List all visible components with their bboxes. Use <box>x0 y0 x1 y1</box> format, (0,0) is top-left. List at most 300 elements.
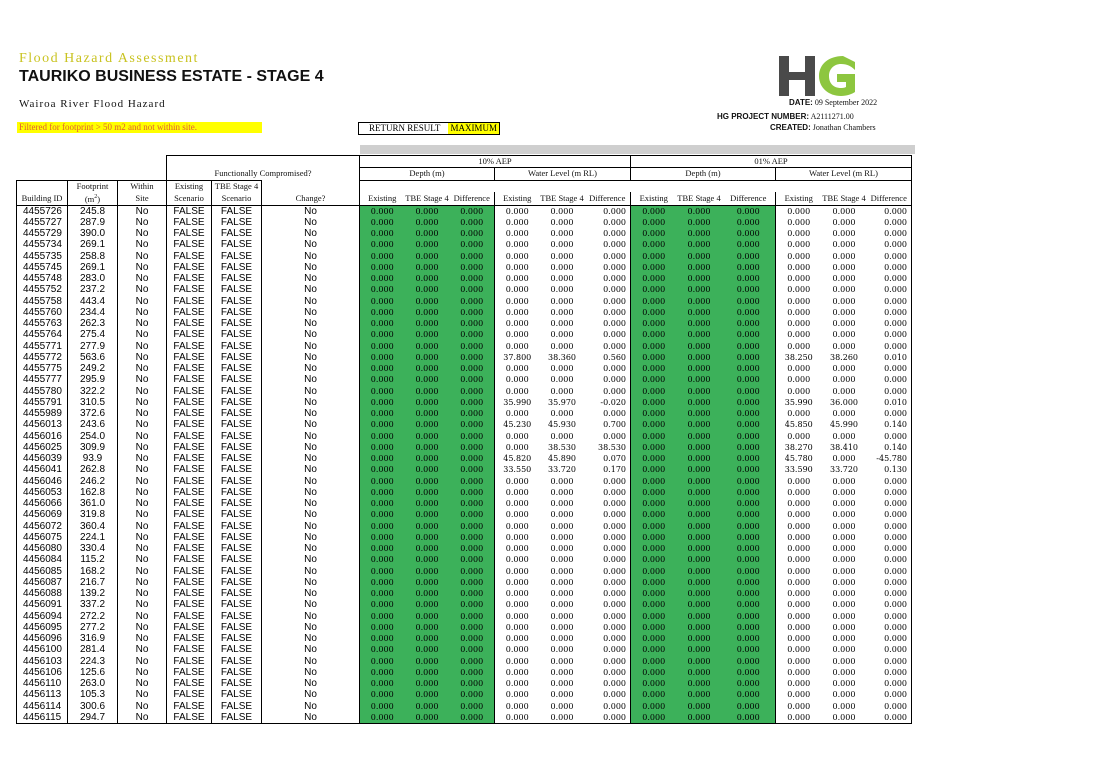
table-cell: 0.000 <box>722 262 776 273</box>
table-cell: 0.000 <box>677 273 722 284</box>
table-row <box>17 397 912 408</box>
table-cell: No <box>262 622 360 633</box>
table-cell: FALSE <box>167 633 212 644</box>
table-cell: 0.000 <box>722 678 776 689</box>
table-row <box>17 554 912 565</box>
table-cell: 4456016 <box>17 431 68 442</box>
table-cell: 0.000 <box>677 419 722 430</box>
table-cell: 0.000 <box>360 284 405 295</box>
table-cell: 0.000 <box>450 532 495 543</box>
table-cell: 0.000 <box>360 363 405 374</box>
table-cell: 0.000 <box>677 487 722 498</box>
table-cell: 0.000 <box>677 397 722 408</box>
table-cell: 0.000 <box>495 228 540 239</box>
table-cell: 0.000 <box>495 543 540 554</box>
table-cell: 0.000 <box>631 588 677 599</box>
table-cell: 0.000 <box>867 408 912 419</box>
table-cell: 0.000 <box>405 543 450 554</box>
table-cell: 0.000 <box>603 679 626 689</box>
table-cell: 0.000 <box>550 701 574 711</box>
table-cell: 4456072 <box>17 521 68 532</box>
table-cell: 0.000 <box>550 600 574 610</box>
date-value: 09 September 2022 <box>814 98 878 107</box>
table-cell: 0.000 <box>867 374 912 385</box>
table-cell: 0.000 <box>360 228 405 239</box>
table-cell: FALSE <box>167 352 212 363</box>
table-cell: FALSE <box>167 329 212 340</box>
table-cell: 0.000 <box>631 633 677 644</box>
table-cell: 0.000 <box>832 319 856 329</box>
table-cell: No <box>118 273 167 284</box>
table-cell: 0.000 <box>776 577 822 588</box>
table-cell: 4455748 <box>17 273 68 284</box>
table-cell: 0.000 <box>832 566 856 576</box>
table-cell: 0.000 <box>495 307 540 318</box>
table-cell: 0.000 <box>360 498 405 509</box>
col-existing: Existing <box>776 192 822 205</box>
aep10-header: 10% AEP <box>360 156 631 168</box>
table-cell: FALSE <box>167 464 212 475</box>
table-cell: 4456066 <box>17 498 68 509</box>
table-cell: 0.000 <box>631 599 677 610</box>
table-cell: No <box>262 307 360 318</box>
table-cell: No <box>118 701 167 712</box>
wl-10-header: Water Level (m RL) <box>495 168 631 180</box>
depth-01-header: Depth (m) <box>631 168 776 180</box>
table-cell: 0.000 <box>631 566 677 577</box>
table-cell: 0.000 <box>867 476 912 487</box>
table-cell: No <box>118 431 167 442</box>
table-cell: 4455763 <box>17 318 68 329</box>
table-cell: 0.000 <box>776 588 822 599</box>
table-cell: No <box>262 408 360 419</box>
table-cell: 0.000 <box>405 712 450 724</box>
table-cell: 4455771 <box>17 341 68 352</box>
table-cell: No <box>262 543 360 554</box>
tbe-scenario-header-2: Scenario <box>212 192 262 205</box>
table-cell: 0.000 <box>832 476 856 486</box>
table-cell: 0.000 <box>450 239 495 250</box>
table-cell: No <box>118 352 167 363</box>
table-cell: 0.000 <box>405 532 450 543</box>
table-cell: No <box>262 374 360 385</box>
table-cell: 0.000 <box>450 273 495 284</box>
table-cell: 0.000 <box>722 374 776 385</box>
table-cell: 234.4 <box>68 307 118 318</box>
table-cell: 93.9 <box>68 453 118 464</box>
table-cell: 0.000 <box>722 397 776 408</box>
table-cell: 35.990 <box>776 397 822 408</box>
table-cell: 0.000 <box>450 644 495 655</box>
table-cell: No <box>262 431 360 442</box>
table-cell: 0.000 <box>867 296 912 307</box>
table-cell: 0.000 <box>776 262 822 273</box>
table-cell: FALSE <box>167 644 212 655</box>
table-cell: FALSE <box>212 307 262 318</box>
table-cell: 0.000 <box>360 352 405 363</box>
table-cell: 0.000 <box>677 251 722 262</box>
table-cell: 0.000 <box>776 329 822 340</box>
table-cell: No <box>118 217 167 228</box>
table-cell: 45.990 <box>830 420 858 430</box>
table-row <box>17 588 912 599</box>
table-cell: 0.000 <box>776 701 822 712</box>
table-cell: 0.000 <box>722 566 776 577</box>
table-row <box>17 408 912 419</box>
table-cell: 0.000 <box>867 251 912 262</box>
table-cell: 0.000 <box>495 633 540 644</box>
table-cell: FALSE <box>167 543 212 554</box>
table-cell: FALSE <box>212 476 262 487</box>
table-cell: 310.5 <box>68 397 118 408</box>
table-cell: FALSE <box>212 374 262 385</box>
table-cell: FALSE <box>167 622 212 633</box>
table-row <box>17 228 912 239</box>
table-row <box>17 419 912 430</box>
table-cell: No <box>262 487 360 498</box>
table-cell: 269.1 <box>68 239 118 250</box>
table-cell: 0.000 <box>360 408 405 419</box>
table-cell: 0.000 <box>550 386 574 396</box>
table-cell: 0.000 <box>631 239 677 250</box>
table-row <box>17 509 912 520</box>
table-cell: 0.000 <box>867 678 912 689</box>
table-row <box>17 577 912 588</box>
table-cell: FALSE <box>167 689 212 700</box>
table-cell: 0.000 <box>722 487 776 498</box>
table-cell: 0.000 <box>722 329 776 340</box>
table-cell: 0.000 <box>550 532 574 542</box>
table-cell: 4456085 <box>17 566 68 577</box>
table-cell: 390.0 <box>68 228 118 239</box>
table-cell: 0.000 <box>360 701 405 712</box>
table-cell: 0.000 <box>832 431 856 441</box>
table-cell: No <box>118 442 167 453</box>
table-cell: FALSE <box>167 521 212 532</box>
table-cell: FALSE <box>167 588 212 599</box>
footprint-header: Footprint <box>68 180 118 192</box>
table-row <box>17 712 912 724</box>
table-cell: FALSE <box>212 453 262 464</box>
table-cell: 0.000 <box>405 205 450 217</box>
table-cell: 0.000 <box>450 554 495 565</box>
table-cell: 0.000 <box>603 622 626 632</box>
table-cell: FALSE <box>212 611 262 622</box>
table-cell: FALSE <box>167 498 212 509</box>
table-cell: 0.000 <box>776 644 822 655</box>
table-cell: 0.000 <box>867 701 912 712</box>
table-cell: 0.000 <box>776 611 822 622</box>
table-cell: 0.000 <box>631 667 677 678</box>
table-cell: 33.720 <box>830 465 858 475</box>
table-cell: 0.000 <box>495 622 540 633</box>
table-cell: 0.000 <box>867 431 912 442</box>
table-row <box>17 656 912 667</box>
table-cell: 0.000 <box>722 464 776 475</box>
table-cell: No <box>262 318 360 329</box>
table-cell: 0.000 <box>360 577 405 588</box>
table-cell: 0.000 <box>360 622 405 633</box>
table-cell: 0.000 <box>722 284 776 295</box>
table-cell: No <box>118 205 167 217</box>
table-row <box>17 453 912 464</box>
table-cell: 38.360 <box>548 352 576 362</box>
table-cell: 0.000 <box>631 228 677 239</box>
table-cell: No <box>118 532 167 543</box>
table-cell: 0.000 <box>360 712 405 724</box>
table-cell: 0.000 <box>832 206 856 216</box>
table-cell: 0.000 <box>405 577 450 588</box>
table-cell: 0.000 <box>677 386 722 397</box>
table-cell: 0.000 <box>405 397 450 408</box>
table-cell: 0.000 <box>603 667 626 677</box>
table-cell: 0.000 <box>550 487 574 497</box>
table-row <box>17 363 912 374</box>
table-cell: FALSE <box>167 374 212 385</box>
table-cell: 0.000 <box>450 217 495 228</box>
table-cell: 0.000 <box>776 341 822 352</box>
table-cell: 0.000 <box>776 363 822 374</box>
table-cell: 224.3 <box>68 656 118 667</box>
table-cell: No <box>262 476 360 487</box>
table-cell: 0.000 <box>495 205 540 217</box>
table-cell: 0.140 <box>867 442 912 453</box>
table-row <box>17 352 912 363</box>
table-cell: 0.000 <box>776 498 822 509</box>
table-cell: 0.000 <box>776 273 822 284</box>
col-tbe: TBE Stage 4 <box>822 192 867 205</box>
table-cell: FALSE <box>167 678 212 689</box>
table-cell: No <box>262 363 360 374</box>
table-cell: 0.000 <box>776 205 822 217</box>
table-cell: 330.4 <box>68 543 118 554</box>
table-cell: 0.000 <box>405 554 450 565</box>
table-cell: 38.250 <box>776 352 822 363</box>
table-cell: 0.000 <box>550 240 574 250</box>
table-cell: 0.000 <box>867 217 912 228</box>
table-cell: FALSE <box>167 611 212 622</box>
table-cell: 4455777 <box>17 374 68 385</box>
table-cell: No <box>262 284 360 295</box>
table-cell: 0.000 <box>360 262 405 273</box>
table-cell: 0.000 <box>832 240 856 250</box>
table-cell: 277.2 <box>68 622 118 633</box>
table-cell: No <box>118 498 167 509</box>
table-cell: 4456100 <box>17 644 68 655</box>
table-cell: 0.000 <box>631 701 677 712</box>
table-cell: 0.000 <box>360 307 405 318</box>
table-cell: 0.000 <box>405 431 450 442</box>
table-cell: 4456096 <box>17 633 68 644</box>
table-cell: 0.000 <box>405 656 450 667</box>
table-cell: FALSE <box>212 667 262 678</box>
table-cell: 0.000 <box>832 262 856 272</box>
table-cell: 0.000 <box>722 419 776 430</box>
table-cell: 0.000 <box>631 341 677 352</box>
table-cell: 0.000 <box>722 408 776 419</box>
table-cell: 0.000 <box>677 712 722 724</box>
table-cell: 0.000 <box>776 431 822 442</box>
table-cell: 33.590 <box>776 464 822 475</box>
table-cell: 0.000 <box>495 667 540 678</box>
table-cell: No <box>262 712 360 724</box>
table-cell: 0.000 <box>360 633 405 644</box>
table-cell: 0.000 <box>677 476 722 487</box>
table-cell: 263.0 <box>68 678 118 689</box>
table-cell: 0.000 <box>631 521 677 532</box>
table-cell: 0.000 <box>631 329 677 340</box>
return-result-value[interactable]: MAXIMUM <box>450 123 497 133</box>
table-cell: 0.000 <box>495 262 540 273</box>
table-cell: 0.000 <box>450 296 495 307</box>
table-cell: No <box>118 554 167 565</box>
table-cell: 287.9 <box>68 217 118 228</box>
depth-10-header: Depth (m) <box>360 168 495 180</box>
created-label: CREATED: <box>770 123 811 132</box>
table-cell: No <box>262 611 360 622</box>
table-cell: FALSE <box>212 442 262 453</box>
table-cell: No <box>262 701 360 712</box>
existing-scenario-header: Existing <box>167 180 212 192</box>
table-cell: 0.000 <box>776 318 822 329</box>
table-cell: 0.000 <box>495 599 540 610</box>
table-cell: 0.000 <box>405 498 450 509</box>
table-cell: 0.000 <box>867 644 912 655</box>
within-header: Within <box>118 180 167 192</box>
table-cell: FALSE <box>212 318 262 329</box>
return-result-box[interactable] <box>358 122 500 135</box>
table-cell: 0.000 <box>450 363 495 374</box>
table-cell: No <box>262 341 360 352</box>
table-cell: 4455735 <box>17 251 68 262</box>
table-cell: 0.000 <box>405 318 450 329</box>
table-cell: 0.000 <box>776 386 822 397</box>
table-cell: 0.000 <box>677 464 722 475</box>
table-cell: 0.000 <box>832 611 856 621</box>
table-cell: 0.000 <box>867 689 912 700</box>
table-cell: 0.000 <box>677 329 722 340</box>
table-cell: 0.000 <box>603 251 626 261</box>
table-cell: 0.000 <box>867 318 912 329</box>
table-cell: 0.000 <box>631 251 677 262</box>
table-cell: 0.000 <box>631 644 677 655</box>
table-cell: 0.000 <box>722 498 776 509</box>
table-cell: FALSE <box>212 205 262 217</box>
table-cell: 0.000 <box>677 689 722 700</box>
table-cell: 0.000 <box>450 228 495 239</box>
table-cell: No <box>118 464 167 475</box>
aep01-header: 01% AEP <box>631 156 912 168</box>
table-cell: 0.000 <box>722 341 776 352</box>
table-cell: 0.000 <box>360 464 405 475</box>
table-cell: FALSE <box>212 431 262 442</box>
table-cell: No <box>262 521 360 532</box>
table-cell: -0.020 <box>600 397 626 407</box>
table-cell: 0.000 <box>722 509 776 520</box>
table-cell: FALSE <box>167 667 212 678</box>
table-cell: 0.000 <box>405 622 450 633</box>
table-cell: 0.000 <box>360 341 405 352</box>
table-cell: 0.000 <box>677 374 722 385</box>
table-cell: FALSE <box>167 554 212 565</box>
table-cell: 0.000 <box>405 228 450 239</box>
table-cell: 0.000 <box>405 566 450 577</box>
table-cell: 0.000 <box>867 622 912 633</box>
table-cell: 0.000 <box>867 329 912 340</box>
table-cell: 0.000 <box>360 318 405 329</box>
table-cell: 36.000 <box>830 397 858 407</box>
table-cell: 0.000 <box>360 509 405 520</box>
table-cell: 0.000 <box>450 408 495 419</box>
table-cell: FALSE <box>212 701 262 712</box>
table-cell: 0.000 <box>495 509 540 520</box>
table-cell: 0.000 <box>360 644 405 655</box>
table-cell: 0.000 <box>405 701 450 712</box>
table-cell: FALSE <box>212 712 262 724</box>
table-cell: 0.000 <box>677 453 722 464</box>
table-cell: 245.8 <box>68 205 118 217</box>
table-row <box>17 667 912 678</box>
table-cell: FALSE <box>167 442 212 453</box>
table-cell: 0.000 <box>677 307 722 318</box>
table-cell: 0.000 <box>405 386 450 397</box>
table-cell: No <box>118 408 167 419</box>
table-cell: 37.800 <box>495 352 540 363</box>
table-cell: 38.410 <box>830 442 858 452</box>
table-cell: 0.000 <box>603 217 626 227</box>
table-cell: 0.000 <box>603 589 626 599</box>
table-cell: 0.000 <box>867 205 912 217</box>
table-cell: 0.000 <box>550 375 574 385</box>
table-cell: FALSE <box>167 408 212 419</box>
table-cell: 361.0 <box>68 498 118 509</box>
table-row <box>17 341 912 352</box>
table-cell: 0.000 <box>722 318 776 329</box>
table-cell: 322.2 <box>68 386 118 397</box>
table-cell: No <box>118 307 167 318</box>
table-row <box>17 239 912 250</box>
table-cell: 0.000 <box>450 318 495 329</box>
table-row <box>17 689 912 700</box>
table-cell: 0.170 <box>603 465 626 475</box>
table-cell: 4455745 <box>17 262 68 273</box>
wl-01-header: Water Level (m RL) <box>776 168 912 180</box>
table-cell: 0.000 <box>832 667 856 677</box>
table-cell: 0.000 <box>722 442 776 453</box>
table-cell: 4455791 <box>17 397 68 408</box>
table-cell: No <box>262 566 360 577</box>
table-cell: 0.000 <box>450 284 495 295</box>
table-cell: 0.000 <box>550 476 574 486</box>
table-cell: 0.000 <box>776 251 822 262</box>
table-cell: No <box>118 633 167 644</box>
table-cell: 0.000 <box>677 341 722 352</box>
table-cell: 0.000 <box>495 251 540 262</box>
table-cell: 0.000 <box>450 577 495 588</box>
table-cell: 0.000 <box>450 251 495 262</box>
table-cell: 0.000 <box>776 543 822 554</box>
table-cell: 0.000 <box>360 374 405 385</box>
table-cell: 0.000 <box>540 712 585 724</box>
table-row <box>17 329 912 340</box>
table-cell: 0.000 <box>722 667 776 678</box>
table-cell: No <box>262 273 360 284</box>
table-cell: No <box>262 262 360 273</box>
table-cell: No <box>262 644 360 655</box>
table-cell: 4456053 <box>17 487 68 498</box>
table-cell: 0.000 <box>677 262 722 273</box>
table-cell: 0.000 <box>677 498 722 509</box>
